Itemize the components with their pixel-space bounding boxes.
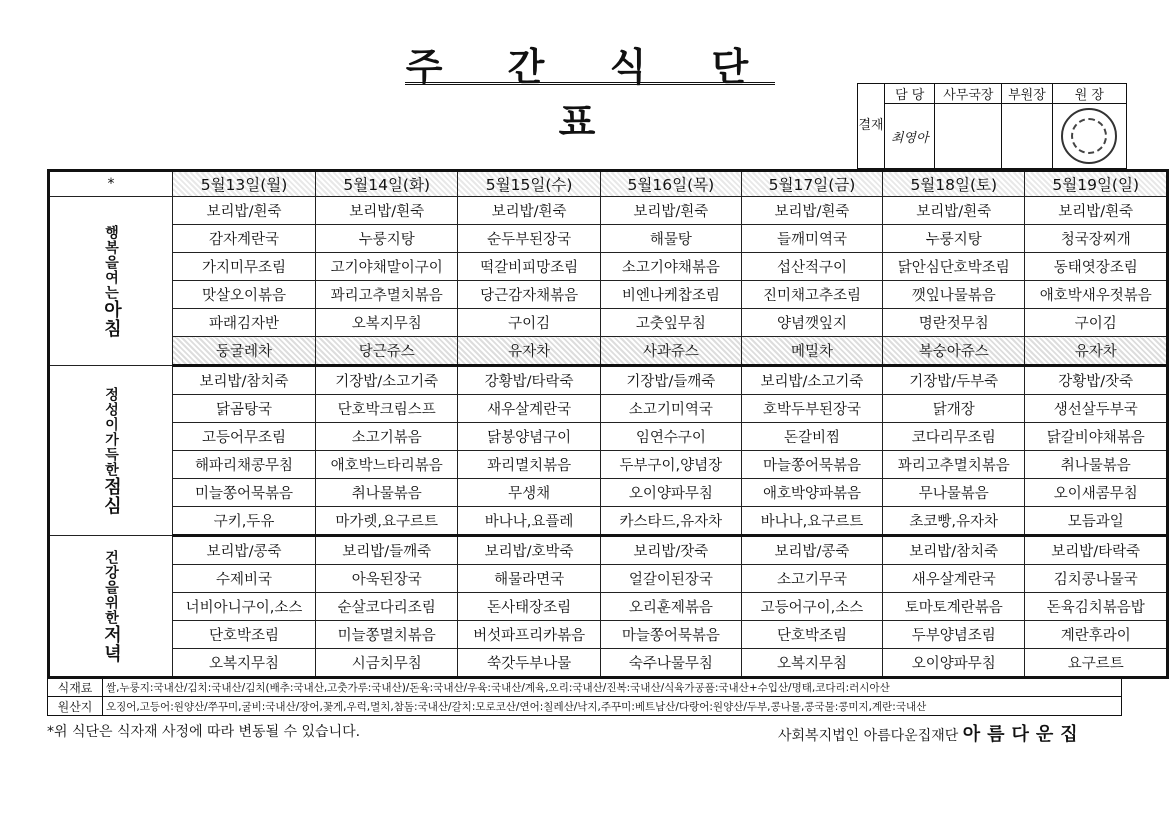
menu-row <box>49 225 1168 253</box>
menu-cell: 새우살계란국 <box>883 565 1025 593</box>
menu-cell: 너비아니구이,소스 <box>173 593 316 621</box>
menu-table <box>47 169 1169 679</box>
menu-cell: 보리밥/흰죽 <box>600 197 741 225</box>
origin-line: 쌀,누룽지:국내산/김치:국내산/김치(배추:국내산,고춧가루:국내산)/돈육:국내산/우육:국내산/계육,오리:국내산/진복:국내산/식육가공품:국내산+수입산/명태,코다리:러시아산 <box>103 678 1122 697</box>
menu-cell: 사과쥬스 <box>600 337 741 366</box>
day-header: 5월17일(금) <box>741 171 882 197</box>
menu-cell: 보리밥/흰죽 <box>883 197 1025 225</box>
menu-cell: 당근감자채볶음 <box>458 281 600 309</box>
menu-cell: 마가렛,요구르트 <box>316 507 458 536</box>
signature: 최영아 <box>885 104 935 169</box>
menu-cell: 보리밥/소고기죽 <box>741 366 882 395</box>
menu-cell: 오이양파무침 <box>600 479 741 507</box>
menu-cell: 임연수구이 <box>600 423 741 451</box>
meal-label <box>49 197 173 366</box>
menu-cell: 생선살두부국 <box>1025 395 1168 423</box>
menu-cell: 애호박느타리볶음 <box>316 451 458 479</box>
menu-cell: 둥굴레차 <box>173 337 316 366</box>
menu-cell: 보리밥/콩죽 <box>741 536 882 565</box>
menu-row <box>49 565 1168 593</box>
role-staff: 담 당 <box>885 84 935 104</box>
menu-row <box>49 479 1168 507</box>
meal-label-main: 아침 <box>101 299 122 338</box>
menu-cell: 오복지무침 <box>741 649 882 678</box>
menu-row <box>49 309 1168 337</box>
menu-cell: 소고기야채볶음 <box>600 253 741 281</box>
menu-cell: 오복지무침 <box>173 649 316 678</box>
foundation-name: 아름다운집 <box>962 724 1085 745</box>
menu-cell: 보리밥/흰죽 <box>458 197 600 225</box>
menu-cell: 닭봉양념구이 <box>458 423 600 451</box>
menu-cell: 초코빵,유자차 <box>883 507 1025 536</box>
menu-cell: 청국장찌개 <box>1025 225 1168 253</box>
menu-cell: 오이양파무침 <box>883 649 1025 678</box>
menu-cell: 마늘쫑어묵볶음 <box>600 621 741 649</box>
menu-row <box>49 366 1168 395</box>
menu-cell: 숙주나물무침 <box>600 649 741 678</box>
menu-cell: 코다리무조림 <box>883 423 1025 451</box>
meal-label <box>49 366 173 536</box>
menu-cell: 수제비국 <box>173 565 316 593</box>
menu-cell: 보리밥/참치죽 <box>173 366 316 395</box>
menu-cell: 마늘쫑어묵볶음 <box>741 451 882 479</box>
menu-cell: 소고기무국 <box>741 565 882 593</box>
menu-cell: 미늘쫑멸치볶음 <box>316 621 458 649</box>
menu-row <box>49 451 1168 479</box>
menu-cell: 모듬과일 <box>1025 507 1168 536</box>
menu-cell: 소고기미역국 <box>600 395 741 423</box>
menu-cell: 순살코다리조림 <box>316 593 458 621</box>
menu-cell: 당근쥬스 <box>316 337 458 366</box>
approval-cell-empty <box>935 104 1002 169</box>
day-header: 5월18일(토) <box>883 171 1025 197</box>
menu-cell: 기장밥/소고기죽 <box>316 366 458 395</box>
menu-cell: 보리밥/타락죽 <box>1025 536 1168 565</box>
menu-cell: 보리밥/흰죽 <box>1025 197 1168 225</box>
menu-cell: 두부양념조림 <box>883 621 1025 649</box>
menu-cell: 취나물볶음 <box>1025 451 1168 479</box>
menu-cell: 꽈리고추멸치볶음 <box>883 451 1025 479</box>
foundation-prefix: 사회복지법인 아름다운집재단 <box>778 728 959 744</box>
menu-cell: 양념깻잎지 <box>741 309 882 337</box>
menu-cell: 맛살오이볶음 <box>173 281 316 309</box>
menu-cell: 버섯파프리카볶음 <box>458 621 600 649</box>
menu-cell: 바나나,요플레 <box>458 507 600 536</box>
menu-cell: 닭안심단호박조림 <box>883 253 1025 281</box>
menu-cell: 돈갈비찜 <box>741 423 882 451</box>
menu-cell: 비엔나케찹조림 <box>600 281 741 309</box>
menu-cell: 계란후라이 <box>1025 621 1168 649</box>
menu-cell: 고기야채말이구이 <box>316 253 458 281</box>
approval-label: 결재 <box>858 84 885 169</box>
menu-cell: 무생채 <box>458 479 600 507</box>
menu-cell: 파래김자반 <box>173 309 316 337</box>
day-header: 5월15일(수) <box>458 171 600 197</box>
menu-cell: 애호박양파볶음 <box>741 479 882 507</box>
footnote: *위 식단은 식자재 사정에 따라 변동될 수 있습니다. <box>47 724 361 740</box>
role-vice-director: 부원장 <box>1002 84 1052 104</box>
menu-cell: 시금치무침 <box>316 649 458 678</box>
menu-cell: 닭갈비야채볶음 <box>1025 423 1168 451</box>
menu-row <box>49 395 1168 423</box>
menu-row <box>49 197 1168 225</box>
menu-cell: 기장밥/두부죽 <box>883 366 1025 395</box>
menu-cell: 바나나,요구르트 <box>741 507 882 536</box>
menu-cell: 명란젓무침 <box>883 309 1025 337</box>
origin-label-origin: 원산지 <box>48 697 103 716</box>
menu-row <box>49 536 1168 565</box>
menu-cell: 오리훈제볶음 <box>600 593 741 621</box>
menu-cell: 구키,두유 <box>173 507 316 536</box>
menu-cell: 쑥갓두부나물 <box>458 649 600 678</box>
meal-label-main: 점심 <box>101 476 122 515</box>
menu-cell: 요구르트 <box>1025 649 1168 678</box>
menu-row <box>49 649 1168 678</box>
menu-cell: 오복지무침 <box>316 309 458 337</box>
menu-cell: 기장밥/들깨죽 <box>600 366 741 395</box>
menu-cell: 보리밥/잣죽 <box>600 536 741 565</box>
menu-row <box>49 507 1168 536</box>
menu-cell: 보리밥/콩죽 <box>173 536 316 565</box>
menu-cell: 꽈리멸치볶음 <box>458 451 600 479</box>
meal-label-text: 정성이가득한 <box>103 386 119 477</box>
menu-cell: 두부구이,양념장 <box>600 451 741 479</box>
menu-cell: 미늘쫑어묵볶음 <box>173 479 316 507</box>
menu-cell: 섭산적구이 <box>741 253 882 281</box>
menu-row <box>49 337 1168 366</box>
menu-cell: 복숭아쥬스 <box>883 337 1025 366</box>
menu-cell: 닭개장 <box>883 395 1025 423</box>
day-header: 5월13일(월) <box>173 171 316 197</box>
page-title: 주 간 식 단 표 <box>405 36 775 85</box>
approval-box <box>857 83 1127 169</box>
day-header: 5월14일(화) <box>316 171 458 197</box>
menu-cell: 해물탕 <box>600 225 741 253</box>
foundation-credit <box>778 720 1085 746</box>
origin-table <box>47 677 1122 716</box>
menu-cell: 강황밥/잣죽 <box>1025 366 1168 395</box>
menu-cell: 깻잎나물볶음 <box>883 281 1025 309</box>
menu-cell: 동태엿장조림 <box>1025 253 1168 281</box>
meal-label-text: 건강을위한 <box>103 549 119 625</box>
origin-label-ingredient: 식재료 <box>48 678 103 697</box>
origin-line: 오징어,고등어:원양산/쭈꾸미,굴비:국내산/장어,꽃게,우럭,멸치,참돔:국내산/갈치:모로코산/연어:칠레산/낙지,주꾸미:베트남산/다랑어:원양산/두부,콩나물,콩국물:콩미지,계란:국내산 <box>103 697 1122 716</box>
menu-cell: 보리밥/흰죽 <box>173 197 316 225</box>
menu-cell: 단호박크림스프 <box>316 395 458 423</box>
menu-cell: 소고기볶음 <box>316 423 458 451</box>
menu-cell: 단호박조림 <box>741 621 882 649</box>
menu-cell: 애호박새우젓볶음 <box>1025 281 1168 309</box>
menu-cell: 강황밥/타락죽 <box>458 366 600 395</box>
menu-cell: 꽈리고추멸치볶음 <box>316 281 458 309</box>
menu-cell: 아욱된장국 <box>316 565 458 593</box>
role-director: 원 장 <box>1052 84 1126 104</box>
menu-row <box>49 423 1168 451</box>
menu-cell: 유자차 <box>1025 337 1168 366</box>
menu-row <box>49 593 1168 621</box>
menu-cell: 구이김 <box>458 309 600 337</box>
menu-cell: 보리밥/참치죽 <box>883 536 1025 565</box>
menu-cell: 유자차 <box>458 337 600 366</box>
menu-cell: 순두부된장국 <box>458 225 600 253</box>
menu-cell: 닭곰탕국 <box>173 395 316 423</box>
menu-cell: 취나물볶음 <box>316 479 458 507</box>
menu-cell: 보리밥/들깨죽 <box>316 536 458 565</box>
menu-cell: 단호박조림 <box>173 621 316 649</box>
menu-cell: 돈사태장조림 <box>458 593 600 621</box>
menu-row <box>49 281 1168 309</box>
menu-cell: 떡갈비피망조림 <box>458 253 600 281</box>
menu-cell: 누룽지탕 <box>883 225 1025 253</box>
menu-cell: 고춧잎무침 <box>600 309 741 337</box>
meal-label <box>49 536 173 678</box>
menu-cell: 보리밥/흰죽 <box>316 197 458 225</box>
menu-cell: 해파리채콩무침 <box>173 451 316 479</box>
menu-cell: 누룽지탕 <box>316 225 458 253</box>
menu-row <box>49 253 1168 281</box>
director-seal <box>1052 104 1126 169</box>
menu-row <box>49 621 1168 649</box>
role-office-manager: 사무국장 <box>935 84 1002 104</box>
menu-cell: 토마토계란볶음 <box>883 593 1025 621</box>
seal-icon <box>1061 108 1117 164</box>
menu-cell: 김치콩나물국 <box>1025 565 1168 593</box>
menu-cell: 구이김 <box>1025 309 1168 337</box>
menu-cell: 무나물볶음 <box>883 479 1025 507</box>
menu-cell: 얼갈이된장국 <box>600 565 741 593</box>
menu-cell: 들깨미역국 <box>741 225 882 253</box>
menu-cell: 고등어구이,소스 <box>741 593 882 621</box>
menu-cell: 돈육김치볶음밥 <box>1025 593 1168 621</box>
menu-cell: 카스타드,유자차 <box>600 507 741 536</box>
day-header: 5월19일(일) <box>1025 171 1168 197</box>
menu-cell: 감자계란국 <box>173 225 316 253</box>
menu-cell: 가지미무조림 <box>173 253 316 281</box>
menu-cell: 고등어무조림 <box>173 423 316 451</box>
meal-label-main: 저녁 <box>101 624 122 663</box>
approval-cell-empty <box>1002 104 1052 169</box>
menu-cell: 메밀차 <box>741 337 882 366</box>
menu-cell: 진미채고추조림 <box>741 281 882 309</box>
day-header: 5월16일(목) <box>600 171 741 197</box>
meal-label-text: 행복을여는 <box>103 224 119 300</box>
menu-cell: 새우살계란국 <box>458 395 600 423</box>
menu-cell: 해물라면국 <box>458 565 600 593</box>
menu-cell: 오이새콤무침 <box>1025 479 1168 507</box>
corner-cell: * <box>49 171 173 197</box>
menu-cell: 보리밥/호박죽 <box>458 536 600 565</box>
menu-cell: 호박두부된장국 <box>741 395 882 423</box>
menu-cell: 보리밥/흰죽 <box>741 197 882 225</box>
